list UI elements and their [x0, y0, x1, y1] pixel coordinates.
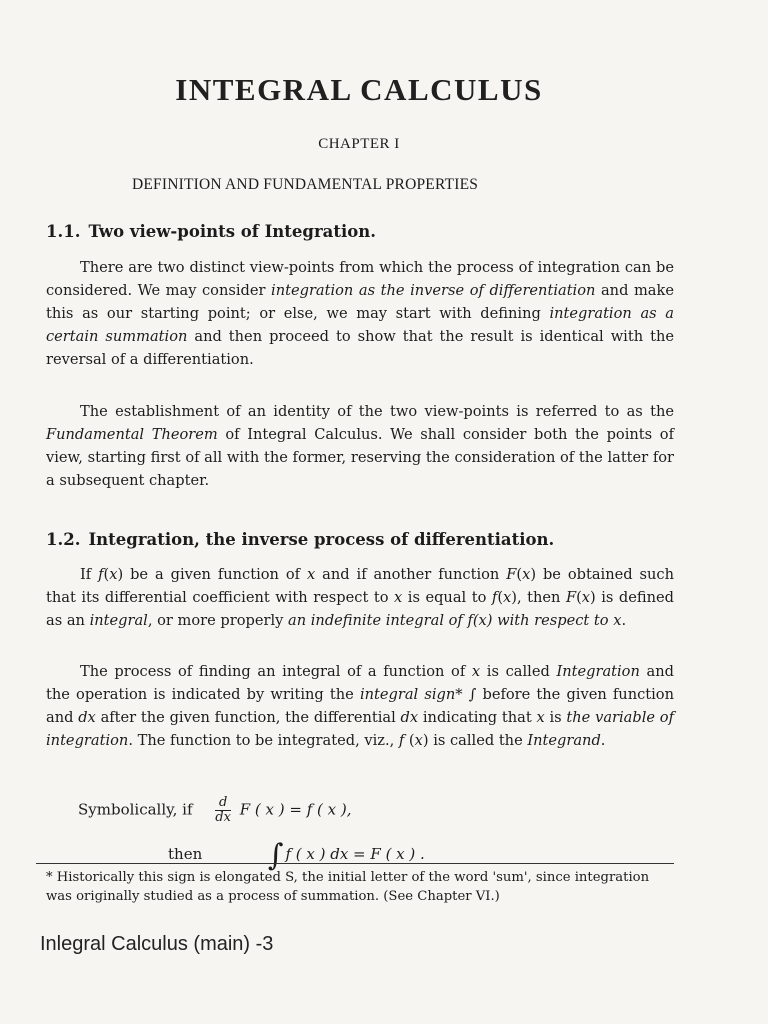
- section-title: Integration, the inverse process of differentiation.: [88, 530, 555, 549]
- footnote: * Historically this sign is elongated S, the initial letter of the word 'sum', since integration was originally studied as a process of summation. (See Chapter VI.): [46, 870, 650, 904]
- footnote-divider: [36, 863, 674, 864]
- section-number: 1.1.: [46, 222, 81, 241]
- italic-run: x: [503, 589, 512, 606]
- italic-run: Integration: [556, 663, 640, 680]
- derivative-fraction: [215, 796, 231, 825]
- chapter-label: CHAPTER I: [318, 136, 400, 152]
- italic-run: f: [98, 566, 104, 583]
- italic-run: f: [491, 589, 498, 606]
- italic-run: Fundamental Theorem: [46, 426, 218, 443]
- symbolic-then-label: then: [168, 845, 203, 863]
- italic-run: x: [522, 566, 531, 583]
- section-1-1-paragraph-1: There are two distinct view-points from which the process of integration can be considered. We may consider integration as the inverse of differentiation and make this as our starting point; or else, we may start with defining integration as a certain summation and then proceed to show that the result is identical with the reversal of a differentiation.: [46, 259, 674, 368]
- italic-run: integration as a certain summation: [46, 305, 674, 345]
- italic-run: x: [109, 566, 118, 583]
- section-1-2-paragraph-2: The process of finding an integral of a function of x is called Integration and the operation is indicated by writing the integral sign* ∫ before the given function and dx after the given function, the differential dx indicating that x is the variable of integration. The function to be integrated, viz., f (x) is called the Integrand.: [46, 663, 674, 749]
- equation-derivative: F ( x ) = f ( x ),: [239, 800, 352, 819]
- italic-run: x: [536, 709, 545, 726]
- italic-run: integral: [89, 612, 148, 629]
- symbolic-if-label: Symbolically, if: [78, 800, 193, 819]
- italic-run: integral sign: [359, 686, 456, 703]
- chapter-subtitle: DEFINITION AND FUNDAMENTAL PROPERTIES: [132, 176, 479, 193]
- section-1-1-paragraph-2: The establishment of an identity of the two view-points is referred to as the Fundamental Theorem of Integral Calculus. We shall consider both the points of view, starting first of all with the former, reserving the consideration of the latter for a subsequent chapter.: [46, 403, 674, 489]
- italic-run: an indefinite integral of f(x) with respect to x: [288, 612, 622, 629]
- fraction-numerator: d: [215, 796, 231, 811]
- italic-run: x: [581, 589, 591, 606]
- fraction-denominator: dx: [215, 810, 231, 825]
- document-title: INTEGRAL CALCULUS: [175, 72, 543, 107]
- italic-run: F: [565, 589, 577, 606]
- equation-integral: f ( x ) dx = F ( x ) .: [285, 845, 425, 863]
- italic-run: dx: [400, 709, 419, 726]
- section-title: Two view-points of Integration.: [88, 222, 376, 241]
- section-heading-1-1: [46, 222, 376, 241]
- section-number: 1.2.: [46, 530, 81, 549]
- italic-run: dx: [78, 709, 96, 726]
- italic-run: x: [306, 566, 316, 583]
- italic-run: f: [398, 732, 405, 749]
- italic-run: x: [471, 663, 481, 680]
- italic-run: integration as the inverse of differentiation: [271, 282, 596, 299]
- section-1-2-paragraph-1: If f(x) be a given function of x and if another function F(x) be obtained such that its differential coefficient with respect to x is equal to f(x), then F(x) is defined as an integral, or more properly an indefinite integral of f(x) with respect to x.: [46, 566, 675, 629]
- italic-run: the variable of integration: [46, 709, 674, 749]
- italic-run: x: [414, 732, 423, 749]
- symbolic-definition: [78, 796, 352, 825]
- italic-run: x: [394, 589, 403, 606]
- symbolic-integral: [168, 832, 425, 873]
- page-footer: Inlegral Calculus (main) -3: [40, 933, 274, 955]
- italic-run: F: [506, 566, 517, 583]
- section-heading-1-2: [46, 530, 554, 549]
- integral-sign-icon: ∫: [267, 838, 284, 873]
- italic-run: Integrand: [527, 732, 601, 749]
